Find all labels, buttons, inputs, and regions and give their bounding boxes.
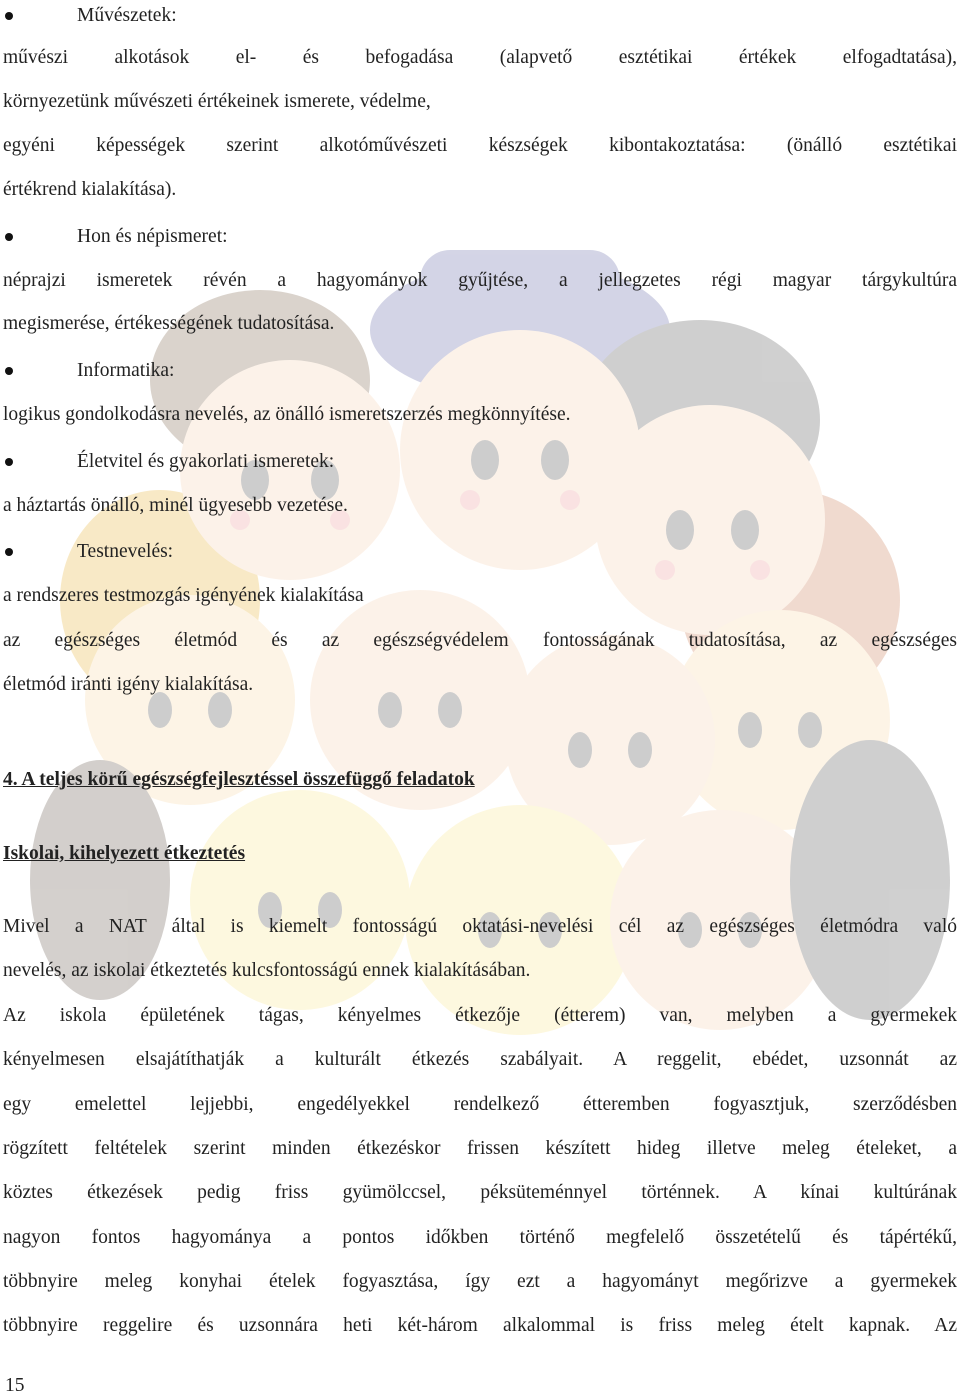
body-line: nagyon fontos hagyománya a pontos időkben történő megfelelő összetételű és tápértékű,: [3, 1227, 957, 1248]
bullet-label: Informatika:: [77, 360, 175, 381]
bullet-icon: [5, 367, 13, 375]
body-line: köztes étkezések pedig friss gyümölccsel, péksüteménnyel történnek. A kínai kultúrának: [3, 1182, 957, 1203]
body-line: az egészséges életmód és az egészségvédelem fontosságának tudatosítása, az egészséges: [3, 630, 957, 651]
body-line: rögzített feltételek szerint minden étkezéskor frissen készített hideg illetve meleg ételeket, a: [3, 1138, 957, 1159]
bullet-label: Testnevelés:: [77, 541, 174, 562]
body-line: életmód iránti igény kialakítása.: [3, 674, 254, 695]
body-line: néprajzi ismeretek révén a hagyományok gyűjtése, a jellegzetes régi magyar tárgykultúra: [3, 270, 957, 291]
section-heading: 4. A teljes körű egészségfejlesztéssel összefüggő feladatok: [3, 769, 475, 790]
body-line: többnyire reggelire és uzsonnára heti két-három alkalommal is friss meleg ételt kapnak. Az: [3, 1315, 957, 1336]
body-line: Mivel a NAT által is kiemelt fontosságú oktatási-nevelési cél az egészséges életmódra való: [3, 916, 957, 937]
body-line: egy emelettel lejjebbi, engedélyekkel rendelkező étteremben fogyasztjuk, szerződésben: [3, 1094, 957, 1115]
body-line: nevelés, az iskolai étkeztetés kulcsfontosságú ennek kialakításában.: [3, 960, 531, 981]
body-line: többnyire meleg konyhai ételek fogyasztása, így ezt a hagyományt megőrizve a gyermekek: [3, 1271, 957, 1292]
bullet-label: Hon és népismeret:: [77, 226, 228, 247]
sub-heading: Iskolai, kihelyezett étkeztetés: [3, 843, 246, 864]
bullet-icon: [5, 548, 13, 556]
body-line: megismerése, értékességének tudatosítása.: [3, 313, 335, 334]
body-line: egyéni képességek szerint alkotóművészeti készségek kibontakoztatása: (önálló esztétikai: [3, 135, 957, 156]
page-number: 15: [5, 1375, 25, 1396]
body-line: kényelmesen elsajátíthatják a kulturált étkezés szabályait. A reggelit, ebédet, uzsonnát az: [3, 1049, 957, 1070]
bullet-icon: [5, 458, 13, 466]
bullet-icon: [5, 233, 13, 241]
bullet-icon: [5, 12, 13, 20]
bullet-label: Művészetek:: [77, 5, 177, 26]
bullet-label: Életvitel és gyakorlati ismeretek:: [77, 451, 335, 472]
body-line: logikus gondolkodásra nevelés, az önálló ismeretszerzés megkönnyítése.: [3, 404, 571, 425]
body-line: Az iskola épületének tágas, kényelmes étkezője (étterem) van, melyben a gyermekek: [3, 1005, 957, 1026]
body-line: környezetünk művészeti értékeinek ismerete, védelme,: [3, 91, 431, 112]
body-line: a háztartás önálló, minél ügyesebb vezetése.: [3, 495, 348, 516]
body-line: a rendszeres testmozgás igényének kialakítása: [3, 585, 364, 606]
body-line: művészi alkotások el- és befogadása (alapvető esztétikai értékek elfogadtatása),: [3, 47, 957, 68]
body-line: értékrend kialakítása).: [3, 179, 177, 200]
